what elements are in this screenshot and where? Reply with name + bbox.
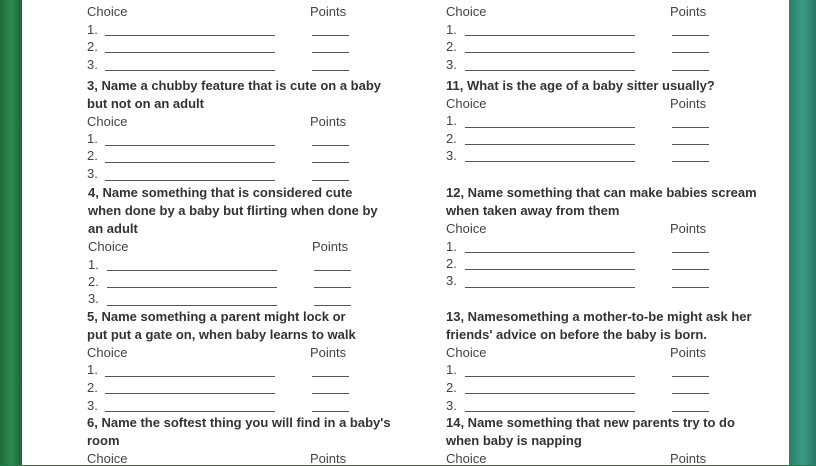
answer-line[interactable] — [465, 127, 635, 128]
question-5-line-1: 5, Name something a parent might lock or — [87, 309, 346, 324]
green-border-right — [789, 0, 816, 465]
points-line[interactable] — [672, 252, 709, 253]
answer-line[interactable] — [107, 305, 277, 306]
answer-line[interactable] — [105, 145, 275, 146]
points-header: Points — [670, 4, 707, 19]
points-line[interactable] — [672, 393, 709, 394]
answer-line[interactable] — [465, 393, 635, 394]
choice-number: 3. — [87, 398, 98, 413]
question-12-line-2: when taken away from them — [446, 203, 620, 218]
points-header: Points — [310, 114, 347, 129]
question-4-line-3: an adult — [88, 221, 138, 236]
question-6-line-2: room — [87, 433, 120, 448]
points-line[interactable] — [314, 287, 351, 288]
points-line[interactable] — [672, 376, 709, 377]
choice-number: 3. — [446, 57, 457, 72]
question-13-line-1: 13, Namesomething a mother-to-be might ask her — [446, 309, 752, 324]
choice-number: 1. — [87, 131, 98, 146]
choice-number: 2. — [87, 148, 98, 163]
choice-number: 2. — [87, 380, 98, 395]
question-3-line-2: but not on an adult — [87, 96, 204, 111]
answer-line[interactable] — [465, 269, 635, 270]
choice-number: 3. — [446, 148, 457, 163]
choice-number: 2. — [446, 380, 457, 395]
points-header: Points — [312, 239, 349, 254]
choice-header: Choice — [446, 96, 487, 111]
choice-header: Choice — [87, 4, 128, 19]
points-line[interactable] — [672, 269, 709, 270]
answer-line[interactable] — [465, 376, 635, 377]
answer-line[interactable] — [465, 70, 635, 71]
answer-line[interactable] — [107, 270, 277, 271]
points-header: Points — [310, 451, 347, 466]
choice-number: 3. — [88, 291, 99, 306]
question-11-line-1: 11, What is the age of a baby sitter usually? — [446, 78, 715, 93]
green-border-left — [0, 0, 22, 465]
points-header: Points — [670, 451, 707, 466]
points-header: Points — [670, 221, 707, 236]
points-line[interactable] — [312, 411, 349, 412]
choice-header: Choice — [87, 114, 128, 129]
choice-number: 1. — [88, 257, 99, 272]
choice-header: Choice — [88, 239, 129, 254]
choice-number: 1. — [87, 362, 98, 377]
choice-number: 3. — [87, 166, 98, 181]
question-14-line-2: when baby is napping — [446, 433, 582, 448]
points-line[interactable] — [672, 161, 709, 162]
answer-line[interactable] — [465, 35, 635, 36]
answer-line[interactable] — [465, 287, 635, 288]
points-header: Points — [310, 345, 347, 360]
points-header: Points — [670, 345, 707, 360]
points-line[interactable] — [672, 52, 709, 53]
question-4-line-2: when done by a baby but flirting when done by — [88, 203, 378, 218]
question-5-line-2: put put a gate on, when baby learns to walk — [87, 327, 356, 342]
answer-line[interactable] — [465, 411, 635, 412]
choice-header: Choice — [87, 345, 128, 360]
points-line[interactable] — [312, 70, 349, 71]
choice-number: 1. — [446, 22, 457, 37]
answer-line[interactable] — [465, 161, 635, 162]
answer-line[interactable] — [105, 162, 275, 163]
points-line[interactable] — [312, 52, 349, 53]
answer-line[interactable] — [105, 393, 275, 394]
points-line[interactable] — [312, 35, 349, 36]
question-14-line-1: 14, Name something that new parents try to do — [446, 415, 735, 430]
choice-header: Choice — [446, 4, 487, 19]
choice-number: 1. — [87, 22, 98, 37]
question-4-line-1: 4, Name something that is considered cute — [88, 185, 353, 200]
points-line[interactable] — [312, 162, 349, 163]
question-3-line-1: 3, Name a chubby feature that is cute on a baby — [87, 78, 382, 93]
answer-line[interactable] — [105, 180, 275, 181]
points-line[interactable] — [672, 35, 709, 36]
points-line[interactable] — [314, 270, 351, 271]
choice-number: 2. — [446, 131, 457, 146]
answer-line[interactable] — [105, 52, 275, 53]
points-line[interactable] — [312, 376, 349, 377]
answer-line[interactable] — [105, 70, 275, 71]
answer-line[interactable] — [465, 252, 635, 253]
points-line[interactable] — [312, 393, 349, 394]
choice-number: 3. — [446, 398, 457, 413]
choice-number: 2. — [88, 274, 99, 289]
points-header: Points — [670, 96, 707, 111]
choice-header: Choice — [87, 451, 128, 466]
points-line[interactable] — [672, 127, 709, 128]
choice-number: 1. — [446, 362, 457, 377]
answer-line[interactable] — [105, 411, 275, 412]
question-13-line-2: friends' advice on before the baby is born. — [446, 327, 707, 342]
points-line[interactable] — [672, 144, 709, 145]
choice-number: 2. — [446, 39, 457, 54]
points-line[interactable] — [312, 145, 349, 146]
quiz-sheet — [22, 0, 789, 465]
points-header: Points — [310, 4, 347, 19]
answer-line[interactable] — [107, 287, 277, 288]
choice-number: 3. — [446, 273, 457, 288]
choice-number: 3. — [87, 57, 98, 72]
choice-number: 2. — [446, 256, 457, 271]
points-line[interactable] — [312, 180, 349, 181]
choice-number: 2. — [87, 39, 98, 54]
choice-number: 1. — [446, 239, 457, 254]
answer-line[interactable] — [105, 35, 275, 36]
choice-header: Choice — [446, 221, 487, 236]
choice-number: 1. — [446, 113, 457, 128]
answer-line[interactable] — [465, 52, 635, 53]
question-6-line-1: 6, Name the softest thing you will find in a baby's — [87, 415, 391, 430]
answer-line[interactable] — [105, 376, 275, 377]
points-line[interactable] — [672, 287, 709, 288]
choice-header: Choice — [446, 345, 487, 360]
points-line[interactable] — [672, 70, 709, 71]
points-line[interactable] — [672, 411, 709, 412]
choice-header: Choice — [446, 451, 487, 466]
question-12-line-1: 12, Name something that can make babies scream — [446, 185, 757, 200]
points-line[interactable] — [314, 305, 351, 306]
answer-line[interactable] — [465, 144, 635, 145]
